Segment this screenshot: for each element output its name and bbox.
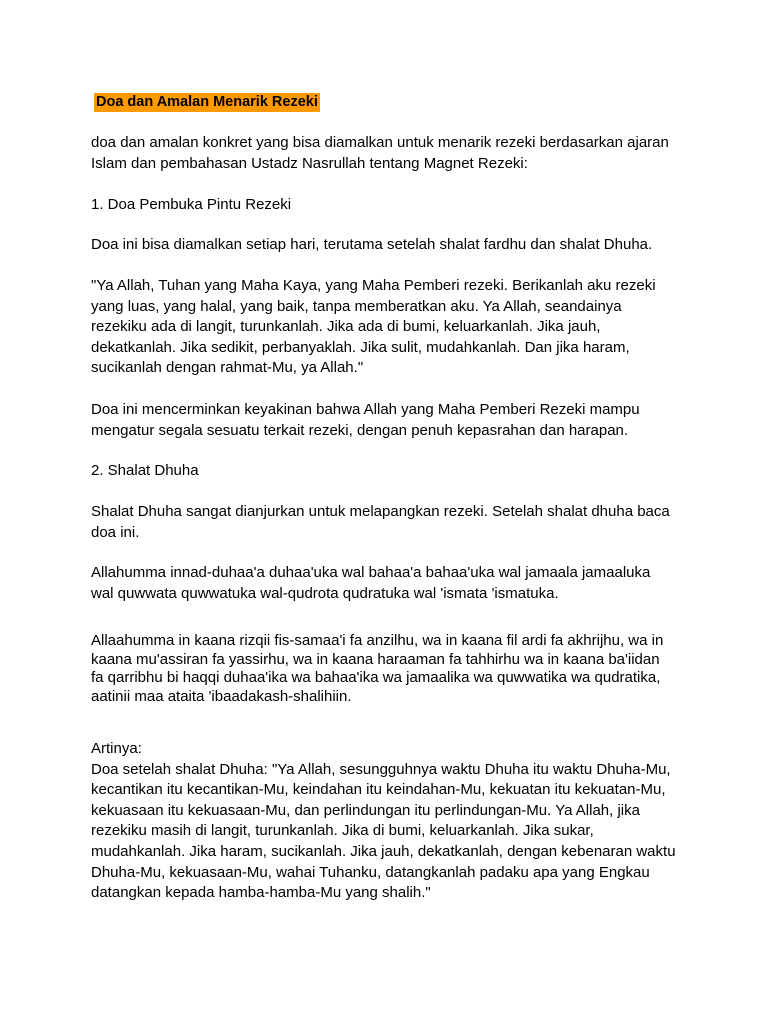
document-title: Doa dan Amalan Menarik Rezeki: [96, 94, 318, 110]
meaning-line: rezekiku masih di langit, turunkanlah. Jika di bumi, keluarkanlah. Jika sukar,: [91, 822, 594, 840]
intro-paragraph: [91, 133, 691, 174]
section-2-heading: 2. Shalat Dhuha: [91, 462, 199, 479]
intro-line: doa dan amalan konkret yang bisa diamalkan untuk menarik rezeki berdasarkan ajaran: [91, 134, 669, 151]
section-2-prayer-transliteration-1: [91, 563, 691, 604]
quote-line: rezekiku ada di langit, turunkanlah. Jika ada di bumi, keluarkanlah. Jika jauh,: [91, 318, 601, 336]
quote-line: yang luas, yang halal, yang baik, tanpa memberatkan aku. Ya Allah, seandainya: [91, 297, 622, 315]
intro-line: Islam dan pembahasan Ustadz Nasrullah tentang Magnet Rezeki:: [91, 154, 528, 172]
quote-line: sucikanlah dengan rahmat-Mu, ya Allah.": [91, 359, 364, 377]
note-line: doa ini.: [91, 523, 140, 541]
section-2-meaning: [91, 739, 691, 904]
quote-line: dekatkanlah. Jika sedikit, perbanyaklah. Jika sulit, mudahkanlah. Dan jika haram,: [91, 338, 630, 356]
meaning-line: Artinya:: [91, 740, 142, 757]
meaning-line: kekuasaan itu kekuasaan-Mu, dan perlindungan itu perlindungan-Mu. Ya Allah, jika: [91, 801, 640, 819]
meaning-line: Dhuha-Mu, kekuasaan-Mu, wahai Tuhanku, datangkanlah padaku apa yang Engkau: [91, 863, 650, 881]
transliteration-line: kaana mu'assiran fa yassirhu, wa in kaana haraaman fa tahhirhu wa in kaana ba'iidan: [91, 650, 660, 668]
meaning-line: mudahkanlah. Jika haram, sucikanlah. Jika jauh, dekatkanlah, dengan kebenaran waktu: [91, 842, 676, 860]
quote-line: "Ya Allah, Tuhan yang Maha Kaya, yang Maha Pemberi rezeki. Berikanlah aku rezeki: [91, 277, 656, 294]
section-1-note: Doa ini bisa diamalkan setiap hari, terutama setelah shalat fardhu dan shalat Dhuha.: [91, 236, 653, 253]
transliteration-line: wal quwwata quwwatuka wal-qudrota qudratuka wal 'ismata 'ismatuka.: [91, 584, 559, 602]
note-line: Shalat Dhuha sangat dianjurkan untuk melapangkan rezeki. Setelah shalat dhuha baca: [91, 503, 670, 520]
meaning-line: kecantikan itu kecantikan-Mu, keindahan itu keindahan-Mu, kekuatan itu kekuatan-Mu,: [91, 781, 666, 799]
meaning-line: Doa setelah shalat Dhuha: "Ya Allah, sesungguhnya waktu Dhuha itu waktu Dhuha-Mu,: [91, 760, 671, 778]
transliteration-line: aatinii maa ataita 'ibaadakash-shalihiin.: [91, 687, 352, 705]
section-1-reflection: [91, 400, 691, 441]
reflection-line: Doa ini mencerminkan keyakinan bahwa Allah yang Maha Pemberi Rezeki mampu: [91, 401, 640, 418]
section-1-prayer-quote: [91, 276, 691, 379]
section-2-note: [91, 502, 691, 543]
transliteration-line: fa qarribhu bi haqqi duhaa'ika wa bahaa'ika wa jamaalika wa quwwatika wa qudratika,: [91, 669, 661, 687]
reflection-line: mengatur segala sesuatu terkait rezeki, dengan penuh kepasrahan dan harapan.: [91, 421, 629, 439]
transliteration-line: Allahumma innad-duhaa'a duhaa'uka wal bahaa'a bahaa'uka wal jamaala jamaaluka: [91, 564, 651, 581]
section-1-heading: 1. Doa Pembuka Pintu Rezeki: [91, 196, 292, 213]
meaning-line: datangkan kepada hamba-hamba-Mu yang shalih.": [91, 884, 431, 902]
transliteration-line: Allaahumma in kaana rizqii fis-samaa'i fa anzilhu, wa in kaana fil ardi fa akhrijhu, wa in: [91, 632, 664, 649]
section-2-prayer-transliteration-2: [91, 632, 691, 706]
